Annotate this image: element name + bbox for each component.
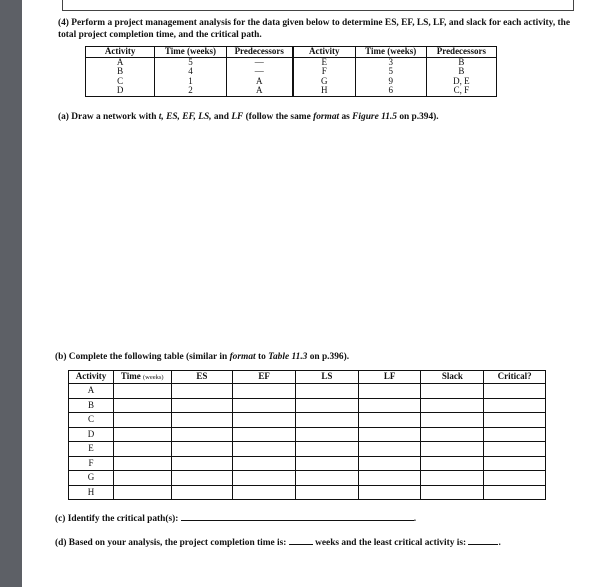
answer-cell[interactable] [295,485,358,500]
answer-cell[interactable] [358,471,421,486]
header-ef: EF [233,371,296,384]
part-b-text: to [255,352,269,362]
question-text: Perform a project management analysis for the data given below to determine ES, EF, LS, LF, and slack for each activity, the total project completion time, and the critical path. [58,18,571,40]
answer-cell[interactable] [358,427,421,442]
completion-time-blank[interactable] [289,536,313,545]
table-cell: G [293,77,355,87]
answer-cell[interactable] [421,471,484,486]
table-cell: B [426,57,496,67]
table-cell: A [226,86,293,96]
activity-cell: A [69,384,114,399]
table-cell: D, E [426,77,496,87]
answer-cell[interactable] [233,427,296,442]
answer-cell[interactable] [233,485,296,500]
header-es: ES [171,371,233,384]
part-a-format: format [313,112,340,122]
answer-cell[interactable] [484,427,546,442]
part-a-vars: t, ES, EF, LS, [158,112,212,122]
header-time-unit: (weeks) [142,373,164,381]
answer-cell[interactable] [421,456,484,471]
answer-cell[interactable] [421,398,484,413]
table-cell: 1 [155,77,226,87]
header-predecessors-1: Predecessors [226,47,293,58]
table-row [69,456,546,471]
answer-cell[interactable] [358,485,421,500]
table-cell: A [226,77,293,87]
answer-cell[interactable] [171,413,233,428]
header-ls: LS [295,371,358,384]
activity-cell: C [69,413,114,428]
table-cell: B [86,67,155,77]
answer-cell[interactable] [484,398,546,413]
header-time [113,371,171,384]
data-table-header [86,47,497,58]
part-b-text: (b) Complete the following table (similar in [55,352,230,362]
answer-cell[interactable] [358,413,421,428]
header-slack: Slack [421,371,484,384]
table-cell: E [293,57,355,67]
header-lf: LF [358,371,421,384]
answer-cell[interactable] [295,442,358,457]
answer-cell[interactable] [295,427,358,442]
answer-cell[interactable] [113,485,171,500]
least-critical-blank[interactable] [468,536,498,545]
table-cell: A [86,57,155,67]
answer-cell[interactable] [295,398,358,413]
table-row [69,442,546,457]
viewer-sidebar [0,0,22,587]
table-row [69,398,546,413]
header-activity-2: Activity [293,47,355,58]
header-predecessors-2: Predecessors [426,47,496,58]
table-row [86,67,497,77]
table-cell: D [86,86,155,96]
table-row [86,86,497,96]
answer-cell[interactable] [421,413,484,428]
answer-cell[interactable] [358,442,421,457]
part-d-instruction [55,536,501,548]
table-row [69,471,546,486]
header-critical: Critical? [484,371,546,384]
part-a-text: on p.394). [396,112,439,122]
header-time-1: Time (weeks) [155,47,226,58]
answer-table [68,370,546,500]
activity-data-table [85,46,497,97]
table-row [69,413,546,428]
part-a-lf: LF [231,112,244,122]
question-title [58,18,578,41]
table-cell: 2 [155,86,226,96]
table-cell: — [226,57,293,67]
part-c-instruction [55,512,416,524]
answer-cell[interactable] [421,485,484,500]
table-cell: H [293,86,355,96]
previous-answer-box [62,0,574,11]
table-cell: — [226,67,293,77]
answer-cell[interactable] [171,456,233,471]
answer-cell[interactable] [233,471,296,486]
table-cell: B [426,67,496,77]
answer-cell[interactable] [421,384,484,399]
answer-cell[interactable] [295,456,358,471]
answer-cell[interactable] [295,384,358,399]
activity-cell: H [69,485,114,500]
answer-cell[interactable] [171,485,233,500]
table-cell: 3 [355,57,426,67]
answer-cell[interactable] [113,427,171,442]
table-row [86,57,497,67]
table-row [86,77,497,87]
answer-cell[interactable] [484,442,546,457]
table-cell: 9 [355,77,426,87]
answer-cell[interactable] [295,471,358,486]
answer-cell[interactable] [171,471,233,486]
part-a-text: (a) Draw a network with [58,112,159,122]
part-a-figure-ref: Figure 11.5 [352,112,397,122]
activity-cell: D [69,427,114,442]
header-activity: Activity [69,371,114,384]
answer-cell[interactable] [233,413,296,428]
answer-cell[interactable] [113,456,171,471]
part-b-text: on p.396). [307,352,350,362]
part-d-text: weeks and the least critical activity is: [315,538,467,548]
part-a-text: as [339,112,353,122]
answer-cell[interactable] [233,384,296,399]
table-cell: F [293,67,355,77]
answer-cell[interactable] [171,442,233,457]
table-cell: 5 [355,67,426,77]
header-time-label: Time [120,370,141,381]
table-cell: 5 [155,57,226,67]
header-time-2: Time (weeks) [355,47,426,58]
answer-cell[interactable] [113,413,171,428]
activity-cell: B [69,398,114,413]
part-a-text: (follow the same [243,112,314,122]
header-activity-1: Activity [86,47,155,58]
answer-cell[interactable] [358,398,421,413]
part-d-text: (d) Based on your analysis, the project completion time is: [55,538,287,548]
part-b-instruction [55,352,349,362]
answer-cell[interactable] [171,427,233,442]
part-a-text: and [211,112,232,122]
answer-cell[interactable] [484,413,546,428]
table-row [69,427,546,442]
part-b-format: format [229,352,256,362]
critical-path-blank[interactable] [181,512,414,521]
part-b-table-ref: Table 11.3 [268,352,308,362]
answer-cell[interactable] [233,442,296,457]
answer-table-header [69,371,546,384]
table-row [69,384,546,399]
answer-cell[interactable] [233,398,296,413]
activity-cell: E [69,442,114,457]
table-cell: C, F [426,86,496,96]
answer-cell[interactable] [484,485,546,500]
answer-cell[interactable] [171,384,233,399]
answer-cell[interactable] [113,471,171,486]
part-a-instruction [58,112,439,122]
part-c-end: . [413,514,417,524]
table-cell: 4 [155,67,226,77]
answer-cell[interactable] [484,456,546,471]
answer-cell[interactable] [421,442,484,457]
answer-cell[interactable] [484,384,546,399]
answer-cell[interactable] [295,413,358,428]
answer-cell[interactable] [421,427,484,442]
part-d-end: . [498,538,501,548]
part-c-text: (c) Identify the critical path(s): [55,514,179,524]
answer-cell[interactable] [484,471,546,486]
table-row [69,485,546,500]
answer-cell[interactable] [113,398,171,413]
answer-cell[interactable] [171,398,233,413]
table-cell: 6 [355,86,426,96]
activity-cell: F [69,456,114,471]
activity-cell: G [69,471,114,486]
answer-cell[interactable] [358,384,421,399]
question-number: (4) [58,18,69,28]
answer-cell[interactable] [233,456,296,471]
answer-cell[interactable] [113,384,171,399]
table-cell: C [86,77,155,87]
answer-cell[interactable] [358,456,421,471]
answer-cell[interactable] [113,442,171,457]
